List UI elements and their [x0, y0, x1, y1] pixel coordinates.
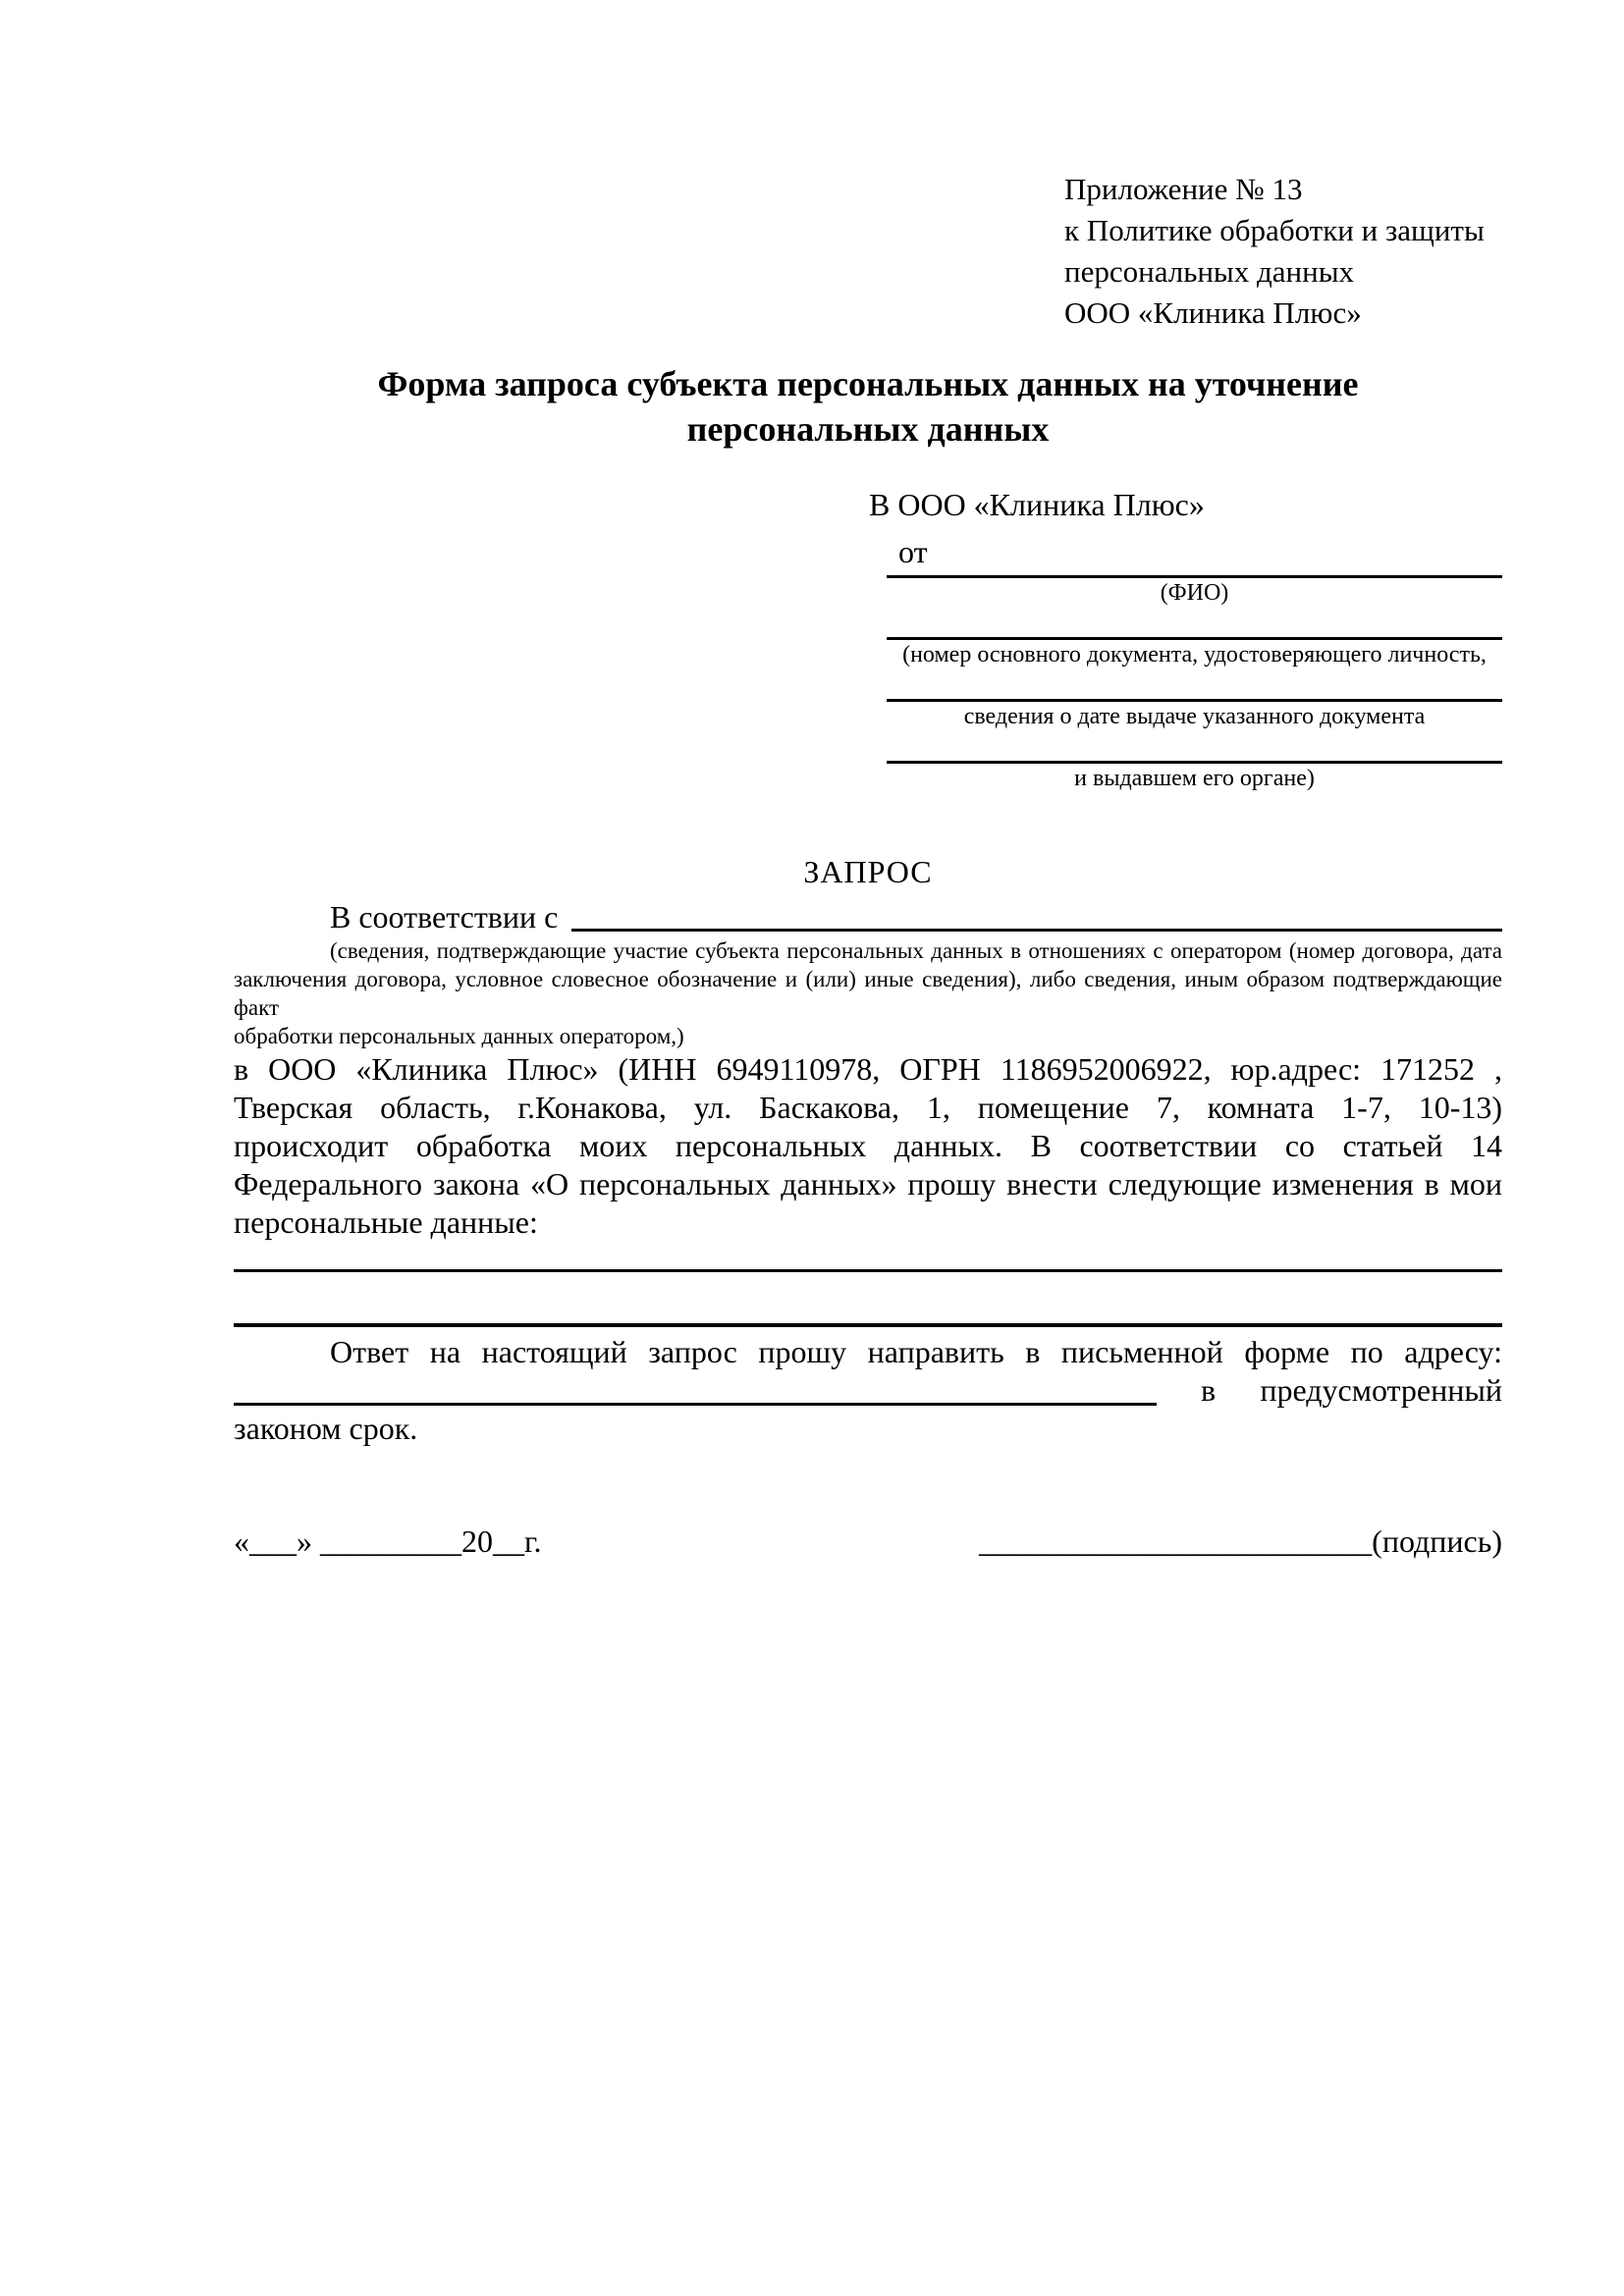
date-line: «___» _________20__г. [234, 1523, 542, 1559]
document-number-write-line [887, 614, 1502, 640]
issue-date-field [869, 675, 1502, 731]
appendix-line: персональных данных [1064, 254, 1355, 289]
appendix-line: ООО «Клиника Плюс» [1064, 295, 1362, 330]
fio-caption: (ФИО) [1160, 580, 1229, 606]
intro-row [234, 897, 1502, 936]
body-paragraph [234, 1050, 1502, 1242]
fio-write-line [887, 571, 1502, 578]
note-line: заключения договора, условное словесное обозначение и (или) иные сведения), либо сведения, иным образом подтверждающие факт [234, 967, 1502, 1020]
reply-paragraph: Ответ на настоящий запрос прошу направить в письменной форме по адресу: [330, 1334, 1502, 1369]
issuing-authority-caption: и выдавшем его органе) [1074, 766, 1315, 791]
title-line: Форма запроса субъекта персональных данных на уточнение [377, 364, 1359, 403]
signature-write-line: _________________________ [979, 1523, 1373, 1559]
issue-date-caption: сведения о дате выдаче указанного документа [963, 704, 1426, 729]
document-number-field [869, 614, 1502, 669]
reply-address-row [234, 1371, 1502, 1410]
footer-row [234, 1522, 1502, 1561]
note-line: обработки персональных данных оператором,) [234, 1024, 684, 1048]
reply-tail-text: в предусмотренный [1201, 1372, 1502, 1408]
appendix-block [1064, 169, 1502, 334]
addressee-to: В ООО «Клиника Плюс» [869, 487, 1205, 522]
appendix-line: Приложение № 13 [1064, 172, 1303, 206]
signature-area [979, 1522, 1502, 1561]
issue-date-write-line [887, 675, 1502, 702]
title-line: персональных данных [686, 409, 1050, 449]
body-line: персональные данные: [234, 1204, 538, 1240]
intro-label: В соответствии с [330, 899, 559, 934]
request-heading: ЗАПРОС [803, 854, 933, 889]
addressee-from-label: от [898, 534, 928, 569]
intro-write-line [571, 897, 1502, 932]
fio-field [869, 571, 1502, 608]
addressee-block [869, 485, 1502, 793]
document-number-caption: (номер основного документа, удостоверяющего личность, [902, 642, 1487, 667]
body-line: происходит обработка моих персональных данных. В соответствии со статьей 14 [234, 1128, 1502, 1163]
changes-write-line-1 [234, 1250, 1502, 1272]
issuing-authority-field [869, 737, 1502, 793]
appendix-line: к Политике обработки и защиты [1064, 213, 1485, 247]
signature-caption: (подпись) [1372, 1523, 1502, 1559]
note-block [234, 936, 1502, 1050]
issuing-authority-write-line [887, 737, 1502, 764]
document-title [234, 361, 1502, 452]
changes-write-line-2 [234, 1272, 1502, 1327]
body-line: Федерального закона «О персональных данных» прошу внести следующие изменения в мои [234, 1166, 1502, 1201]
body-line: Тверская область, г.Конакова, ул. Баскакова, 1, помещение 7, комната 1-7, 10-13) [234, 1090, 1502, 1125]
reply-last-line: законом срок. [234, 1411, 418, 1446]
note-line: (сведения, подтверждающие участие субъекта персональных данных в отношениях с оператором (номер договора, дата [330, 938, 1502, 963]
body-line: в ООО «Клиника Плюс» (ИНН 6949110978, ОГРН 1186952006922, юр.адрес: 171252 , [234, 1051, 1502, 1087]
address-write-line [234, 1371, 1157, 1406]
